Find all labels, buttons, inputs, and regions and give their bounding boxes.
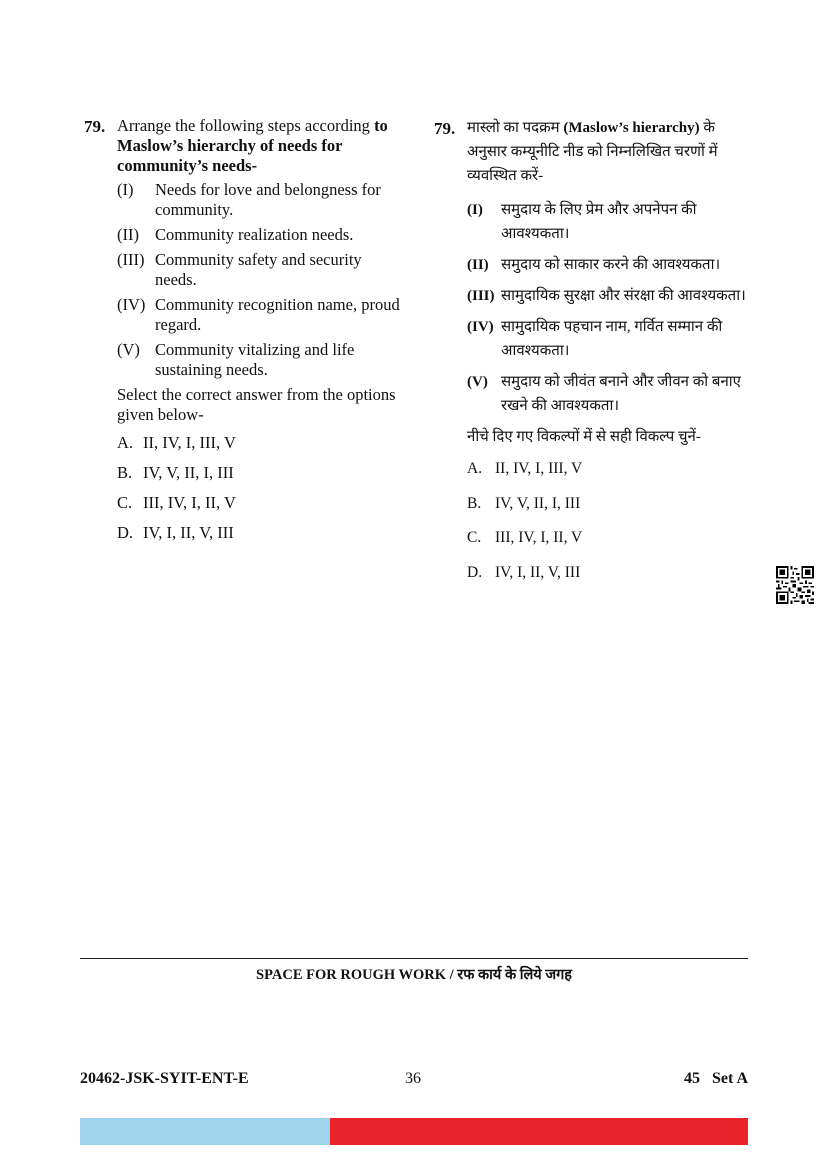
statement-text-hindi: सामुदायिक सुरक्षा और संरक्षा की आवश्यकता। — [501, 288, 746, 304]
statement-text-hindi: सामुदायिक पहचान नाम, गर्वित सम्मान की आवश्यकता। — [501, 319, 723, 359]
statement-text-hindi: समुदाय को साकार करने की आवश्यकता। — [501, 257, 721, 273]
footer-bar-blue — [80, 1118, 330, 1145]
option-letter-hindi: B. — [467, 494, 482, 512]
statement-roman-hindi: (V) — [467, 374, 488, 390]
option-b[interactable] — [117, 463, 404, 493]
statement-item-hindi — [467, 370, 754, 418]
option-text: IV, I, II, V, III — [143, 523, 234, 542]
option-letter: C. — [117, 493, 133, 512]
statement-roman: (I) — [117, 180, 134, 199]
option-d[interactable] — [117, 523, 404, 553]
option-letter: B. — [117, 463, 133, 482]
question-number-hindi: 79. — [434, 119, 456, 138]
statement-text: Community recognition name, proud regard. — [155, 295, 400, 334]
question-text-bold-hindi: (Maslow’s hierarchy) — [563, 120, 700, 136]
option-text-hindi: IV, I, II, V, III — [495, 563, 581, 581]
option-a[interactable] — [117, 433, 404, 463]
question-text-pre: मास्लो का पदक्रम — [467, 120, 560, 136]
statement-roman: (III) — [117, 250, 145, 269]
statement-list-hindi — [467, 198, 754, 418]
statement-item-hindi — [467, 315, 754, 363]
question-text-plain: Arrange the following steps according — [117, 116, 370, 135]
option-c-hindi[interactable] — [467, 526, 754, 561]
option-text-hindi: II, IV, I, III, V — [495, 460, 583, 477]
question-text-post: के अनुसार कम्यूनीटि नीड को निम्नलिखित चरणों में व्यवस्थित करें- — [467, 120, 718, 184]
statement-roman-hindi: (III) — [467, 288, 495, 304]
statement-text-hindi: समुदाय के लिए प्रेम और अपनेपन की आवश्यकता। — [501, 202, 697, 242]
statement-roman: (IV) — [117, 295, 146, 314]
qr-code-icon — [776, 566, 814, 604]
page-footer — [80, 1070, 748, 1090]
footer-bar-red — [330, 1118, 748, 1145]
set-label: 45 Set A — [684, 1070, 748, 1087]
question-number: 79. — [84, 117, 106, 136]
statement-item-hindi — [467, 284, 754, 308]
rough-work-divider — [80, 958, 748, 959]
statement-roman: (II) — [117, 225, 139, 244]
paper-code: 20462-JSK-SYIT-ENT-E — [80, 1070, 249, 1087]
instruction-text-hindi: नीचे दिए गए विकल्पों में से सही विकल्प चुनें- — [467, 429, 701, 445]
statement-item — [117, 340, 404, 380]
statement-roman: (V) — [117, 340, 140, 359]
question-text-bold: to Maslow’s hierarchy of needs for community’s needs- — [117, 116, 388, 175]
option-letter-hindi: D. — [467, 563, 483, 581]
statement-text: Community realization needs. — [155, 225, 354, 244]
option-letter-hindi: C. — [467, 529, 482, 546]
rough-work-label: SPACE FOR ROUGH WORK / रफ कार्य के लिये जगह — [256, 967, 572, 983]
instruction-text: Select the correct answer from the options given below- — [117, 385, 396, 424]
statement-roman-hindi: (II) — [467, 257, 489, 273]
statement-text: Community vitalizing and life sustaining needs. — [155, 340, 355, 379]
option-letter: A. — [117, 433, 134, 452]
statement-text-hindi: समुदाय को जीवंत बनाने और जीवन को बनाए रखने की आवश्यकता। — [501, 374, 741, 414]
statement-item-hindi — [467, 198, 754, 246]
option-text: II, IV, I, III, V — [143, 433, 236, 452]
question-english — [84, 116, 404, 553]
statement-text: Community safety and security needs. — [155, 250, 362, 289]
question-hindi — [434, 116, 754, 595]
option-text-hindi: III, IV, I, II, V — [495, 529, 583, 546]
option-b-hindi[interactable] — [467, 492, 754, 527]
statement-item — [117, 295, 404, 335]
statement-item — [117, 250, 404, 290]
page-number: 36 — [405, 1070, 421, 1087]
option-a-hindi[interactable] — [467, 457, 754, 492]
statement-item — [117, 225, 404, 245]
statement-text: Needs for love and belongness for community. — [155, 180, 381, 219]
option-c[interactable] — [117, 493, 404, 523]
option-letter: D. — [117, 523, 134, 542]
option-d-hindi[interactable] — [467, 561, 754, 596]
question-text — [117, 116, 404, 176]
option-text: III, IV, I, II, V — [143, 493, 236, 512]
statement-list — [117, 180, 404, 380]
statement-item — [117, 180, 404, 220]
options-list-hindi — [467, 457, 754, 595]
statement-roman-hindi: (I) — [467, 202, 483, 218]
question-text-hindi — [467, 116, 754, 188]
statement-item-hindi — [467, 253, 754, 277]
option-text: IV, V, II, I, III — [143, 463, 234, 482]
statement-roman-hindi: (IV) — [467, 319, 494, 335]
option-text-hindi: IV, V, II, I, III — [495, 494, 581, 512]
option-letter-hindi: A. — [467, 460, 483, 477]
options-list — [117, 433, 404, 553]
